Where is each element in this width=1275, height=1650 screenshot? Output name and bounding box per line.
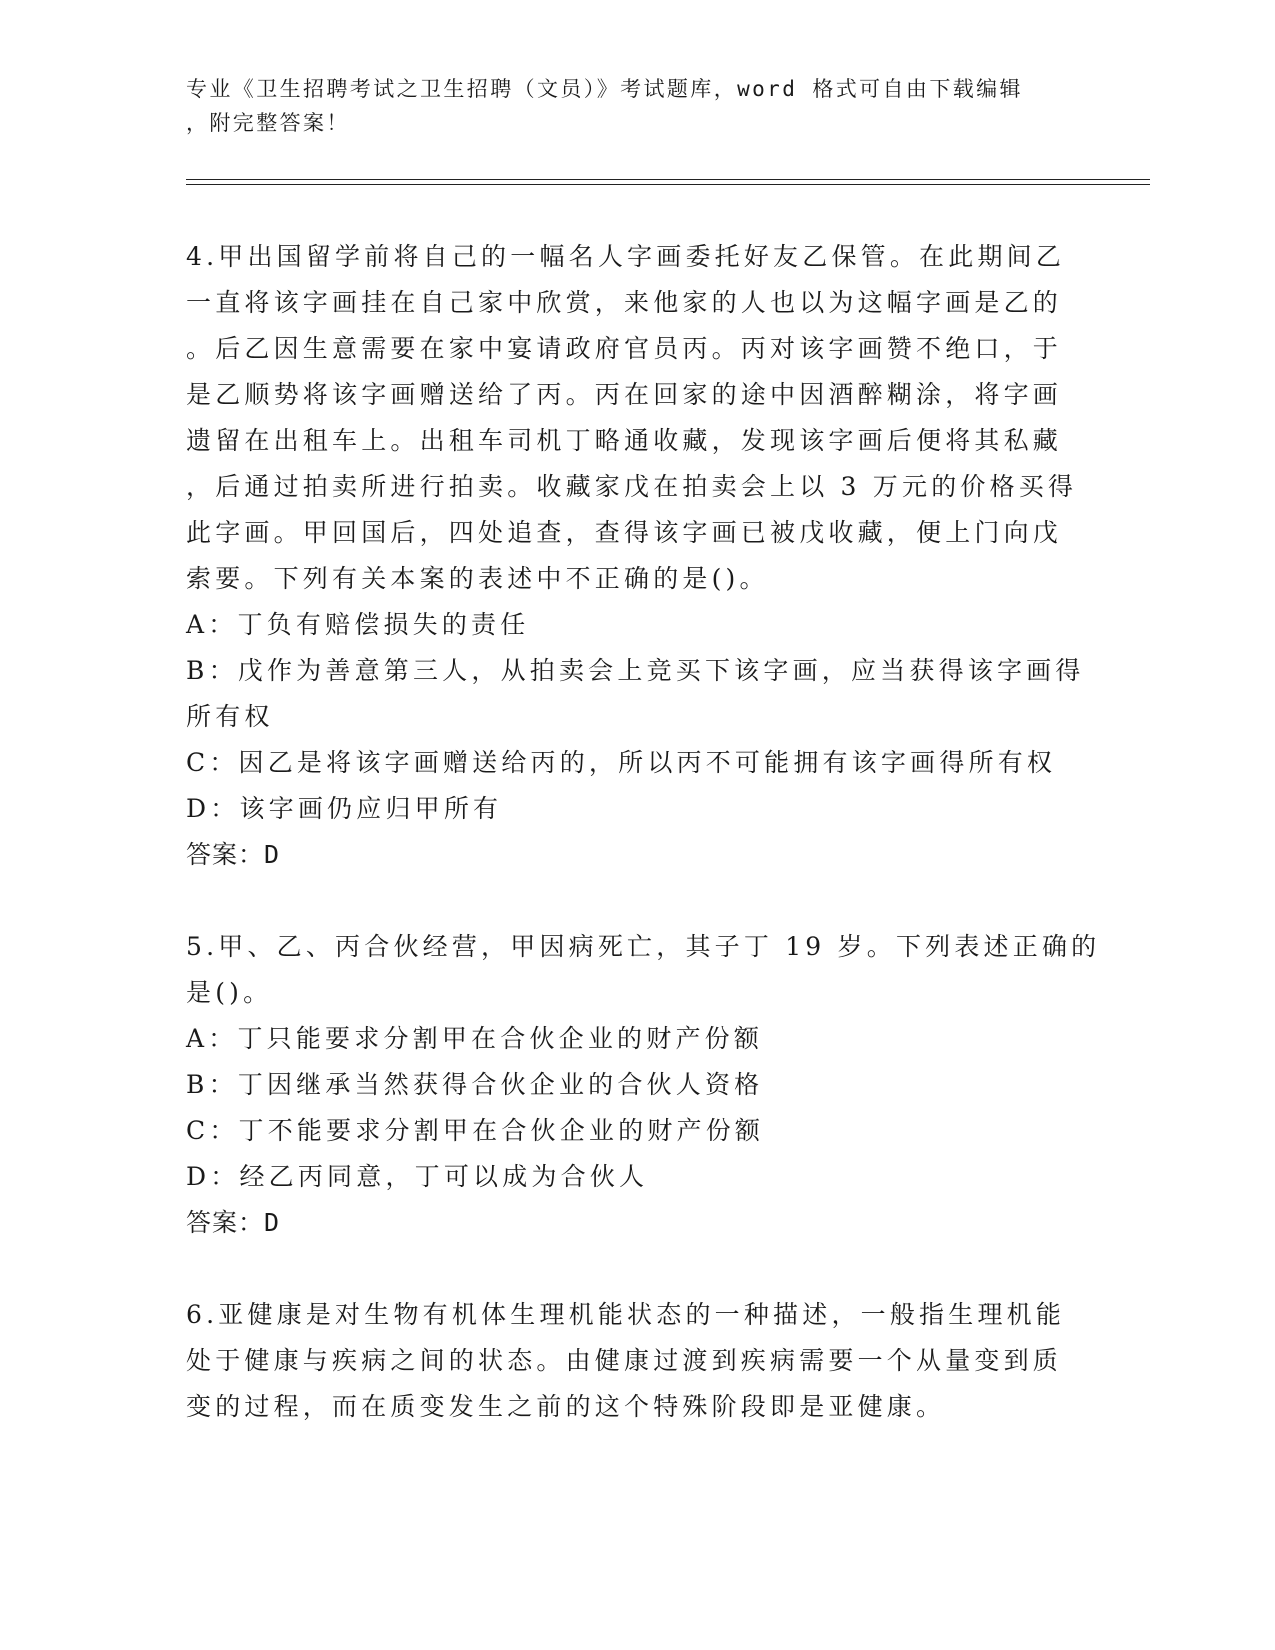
option-b: B：丁因继承当然获得合伙企业的合伙人资格 bbox=[186, 1070, 764, 1099]
question-stem-line: 4.甲出国留学前将自己的一幅名人字画委托好友乙保管。在此期间乙 bbox=[186, 242, 1066, 271]
question-stem-line: 此字画。甲回国后，四处追查，查得该字画已被戊收藏，便上门向戊 bbox=[186, 518, 1063, 547]
header-line-2: ，附完整答案！ bbox=[186, 111, 350, 135]
option-a: A：丁负有赔偿损失的责任 bbox=[186, 610, 530, 639]
option-c: C：因乙是将该字画赠送给丙的，所以丙不可能拥有该字画得所有权 bbox=[186, 748, 1057, 777]
option-b: B：戊作为善意第三人，从拍卖会上竞买下该字画，应当获得该字画得 bbox=[186, 656, 1085, 685]
question-spacer bbox=[186, 1246, 1086, 1292]
header-line-1: 专业《卫生招聘考试之卫生招聘（文员）》考试题库，word 格式可自由下载编辑 bbox=[186, 77, 1023, 101]
question-6 bbox=[186, 1292, 1086, 1430]
answer-line bbox=[186, 1200, 1086, 1246]
question-stem-line: 。后乙因生意需要在家中宴请政府官员丙。丙对该字画赞不绝口，于 bbox=[186, 334, 1063, 363]
question-stem-line: 遗留在出租车上。出租车司机丁略通收藏，发现该字画后便将其私藏 bbox=[186, 426, 1063, 455]
answer-label: 答案： bbox=[186, 840, 265, 869]
question-stem-line: 变的过程，而在质变发生之前的这个特殊阶段即是亚健康。 bbox=[186, 1392, 946, 1421]
question-stem-line: 是乙顺势将该字画赠送给了丙。丙在回家的途中因酒醉糊涂，将字画 bbox=[186, 380, 1063, 409]
option-d: D：该字画仍应归甲所有 bbox=[186, 794, 503, 823]
question-5 bbox=[186, 924, 1101, 1246]
question-stem-line: 一直将该字画挂在自己家中欣赏，来他家的人也以为这幅字画是乙的 bbox=[186, 288, 1063, 317]
option-a: A：丁只能要求分割甲在合伙企业的财产份额 bbox=[186, 1024, 764, 1053]
document-header bbox=[186, 72, 1066, 140]
option-c: C：丁不能要求分割甲在合伙企业的财产份额 bbox=[186, 1116, 765, 1145]
question-stem-line: 索要。下列有关本案的表述中不正确的是()。 bbox=[186, 564, 769, 593]
header-divider-top bbox=[186, 179, 1150, 180]
answer-value: D bbox=[264, 1208, 281, 1237]
question-stem-line: ，后通过拍卖所进行拍卖。收藏家戊在拍卖会上以 3 万元的价格买得 bbox=[186, 472, 1078, 501]
question-list bbox=[186, 234, 1101, 1430]
question-spacer bbox=[186, 878, 1086, 924]
answer-line bbox=[186, 832, 1086, 878]
question-4 bbox=[186, 234, 1086, 878]
question-stem-line: 处于健康与疾病之间的状态。由健康过渡到疾病需要一个从量变到质 bbox=[186, 1346, 1063, 1375]
option-b-continued: 所有权 bbox=[186, 702, 274, 731]
question-stem-line: 6.亚健康是对生物有机体生理机能状态的一种描述，一般指生理机能 bbox=[186, 1300, 1066, 1329]
question-stem-line: 5.甲、乙、丙合伙经营，甲因病死亡，其子丁 19 岁。下列表述正确的 bbox=[186, 932, 1101, 961]
answer-label: 答案： bbox=[186, 1208, 265, 1237]
option-d: D：经乙丙同意，丁可以成为合伙人 bbox=[186, 1162, 649, 1191]
answer-value: D bbox=[264, 840, 281, 869]
header-divider-bottom bbox=[186, 184, 1150, 185]
question-stem-line: 是()。 bbox=[186, 978, 273, 1007]
